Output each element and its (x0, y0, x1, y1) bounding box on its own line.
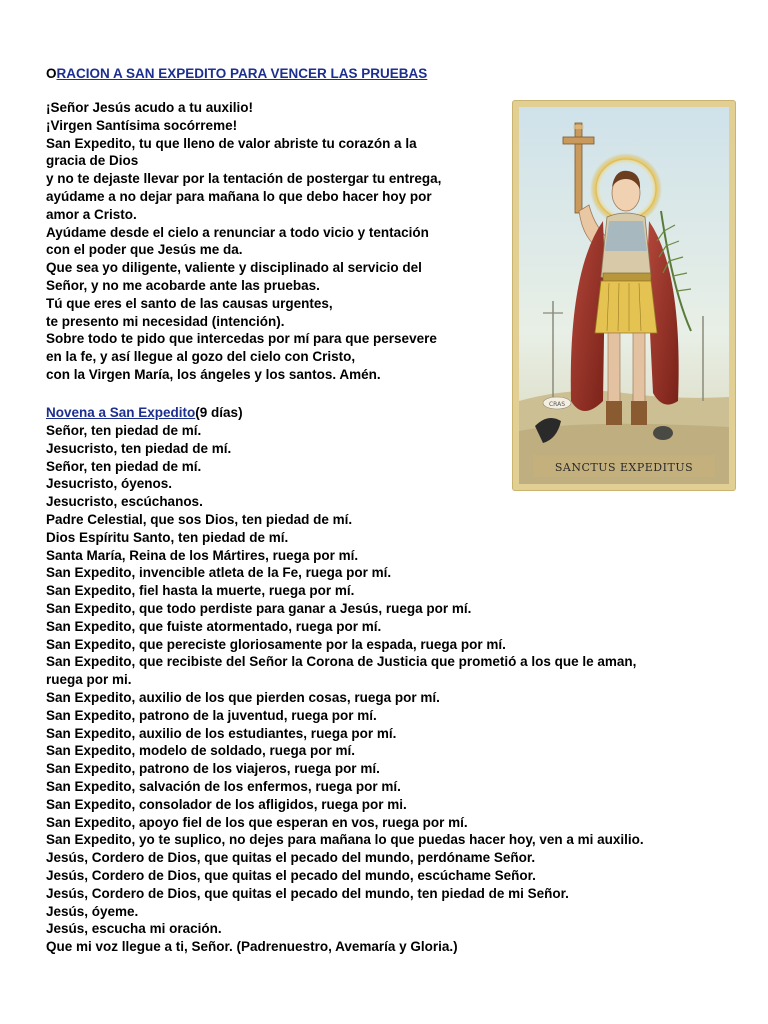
prayer-line: y no te dejaste llevar por la tentación de postergar tu entrega, (46, 171, 442, 187)
litany-line: San Expedito, modelo de soldado, ruega por mí. (46, 743, 356, 759)
saint-expedite-image (513, 101, 735, 490)
litany-line: San Expedito, salvación de los enfermos, ruega por mí. (46, 778, 401, 794)
prayer-line: ayúdame a no dejar para mañana lo que debo hacer hoy por (46, 188, 432, 204)
litany-line: San Expedito, yo te suplico, no dejes para mañana lo que puedas hacer hoy, ven a mi auxilio. (46, 832, 644, 848)
prayer-line: Ayúdame desde el cielo a renunciar a todo vicio y tentación (46, 224, 429, 240)
litany-line: Jesús, escucha mi oración. (46, 921, 222, 937)
title-link[interactable]: RACION A SAN EXPEDITO PARA VENCER LAS PRUEBAS (56, 66, 428, 81)
litany-line: San Expedito, consolador de los afligidos, ruega por mi. (46, 796, 407, 812)
litany-line: Jesús, óyeme. (46, 903, 139, 919)
litany-line: Santa María, Reina de los Mártires, ruega por mí. (46, 547, 359, 563)
litany-line: San Expedito, fiel hasta la muerte, ruega por mí. (46, 583, 355, 599)
litany-line: San Expedito, auxilio de los que pierden cosas, ruega por mí. (46, 689, 440, 705)
novena-duration: (9 días) (195, 405, 243, 420)
prayer-line: gracia de Dios (46, 153, 139, 169)
prayer-line: con el poder que Jesús me da. (46, 242, 243, 258)
page-title (46, 65, 427, 83)
prayer-line: ¡Virgen Santísima socórreme! (46, 117, 238, 133)
litany-line: Jesucristo, ten piedad de mí. (46, 440, 232, 456)
litany-line: Jesús, Cordero de Dios, que quitas el pecado del mundo, ten piedad de mi Señor. (46, 885, 569, 901)
litany-line: San Expedito, que todo perdiste para ganar a Jesús, ruega por mí. (46, 600, 472, 616)
prayer-line: Tú que eres el santo de las causas urgentes, (46, 295, 333, 311)
prayer-line: Señor, y no me acobarde ante las pruebas. (46, 277, 320, 293)
litany-line: Que mi voz llegue a ti, Señor. (Padrenuestro, Avemaría y Gloria.) (46, 939, 458, 955)
title-first-letter: O (46, 66, 57, 81)
prayer-line: te presento mi necesidad (intención). (46, 313, 285, 329)
novena-heading (46, 404, 243, 422)
litany-line: San Expedito, auxilio de los estudiantes, ruega por mí. (46, 725, 397, 741)
prayer-line: Que sea yo diligente, valiente y disciplinado al servicio del (46, 260, 422, 276)
litany-line: Señor, ten piedad de mí. (46, 458, 202, 474)
litany-line: San Expedito, que recibiste del Señor la Corona de Justicia que prometió a los que le aman, (46, 654, 637, 670)
prayer-line: con la Virgen María, los ángeles y los santos. Amén. (46, 366, 381, 382)
litany-line: Dios Espíritu Santo, ten piedad de mí. (46, 529, 289, 545)
prayer-line: amor a Cristo. (46, 206, 137, 222)
saint-illustration (513, 101, 735, 490)
prayer-line: en la fe, y así llegue al gozo del cielo con Cristo, (46, 349, 356, 365)
litany-line: ruega por mi. (46, 672, 132, 688)
prayer-text (46, 99, 506, 384)
litany-line: San Expedito, que fuiste atormentado, ruega por mí. (46, 618, 382, 634)
novena-link[interactable]: Novena a San Expedito (46, 405, 196, 420)
litany-line: Jesús, Cordero de Dios, que quitas el pecado del mundo, escúchame Señor. (46, 867, 536, 883)
prayer-line: ¡Señor Jesús acudo a tu auxilio! (46, 100, 254, 115)
litany-line: San Expedito, patrono de la juventud, ruega por mí. (46, 707, 377, 723)
litany-line: Padre Celestial, que sos Dios, ten piedad de mí. (46, 511, 353, 527)
litany-line: San Expedito, que pereciste gloriosamente por la espada, ruega por mí. (46, 636, 506, 652)
raven-text: CRAS (548, 401, 566, 408)
litany-line: Jesús, Cordero de Dios, que quitas el pecado del mundo, perdóname Señor. (46, 850, 536, 866)
litany-line: San Expedito, apoyo fiel de los que esperan en vos, ruega por mí. (46, 814, 468, 830)
litany-line: Señor, ten piedad de mí. (46, 423, 202, 438)
novena-litany (46, 422, 746, 956)
tunic (595, 281, 657, 333)
litany-line: San Expedito, patrono de los viajeros, ruega por mí. (46, 761, 380, 777)
litany-line: Jesucristo, óyenos. (46, 476, 173, 492)
prayer-line: San Expedito, tu que lleno de valor abriste tu corazón a la (46, 135, 417, 151)
litany-line: Jesucristo, escúchanos. (46, 494, 203, 510)
prayer-line: Sobre todo te pido que intercedas por mí para que persevere (46, 331, 437, 347)
litany-line: San Expedito, invencible atleta de la Fe, ruega por mí. (46, 565, 392, 581)
image-caption: SANCTUS EXPEDITUS (554, 461, 694, 474)
